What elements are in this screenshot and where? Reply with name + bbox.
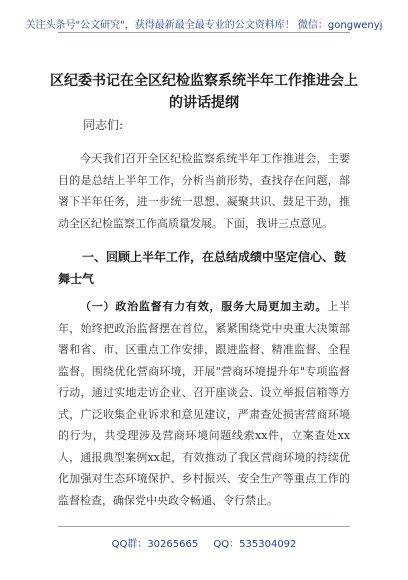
subsection-lead: （一）政治监督有力有效，服务大局更加主动。 [80, 300, 328, 313]
footer-divider [58, 526, 350, 527]
header-notice: 关注头条号"公文研究"，获得最新最全最专业的公文资料库！ 微信：gongwenyj [25, 20, 383, 31]
salutation: 同志们: [83, 118, 124, 132]
footer-contact: QQ群：30265665 QQ：535304092 [111, 539, 297, 550]
header-divider [58, 32, 350, 33]
subsection-paragraph [58, 296, 350, 511]
document-title: 区纪委书记在全区纪检监察系统半年工作推进会上的讲话提纲 [50, 73, 358, 111]
section-heading: 一、回顾上半年工作，在总结成绩中坚定信心、鼓舞士气 [58, 250, 347, 286]
subsection-text: 上半年，始终把政治监督摆在首位，紧紧围绕党中央重大决策部署和省、市、区重点工作安排，跟进监督、精准监督、全程监督。围绕优化营商环境，开展"营商环境提升年"专项监督行动，通过实地走访企业、召开座谈会、设立举报信箱等方式，广泛收集企业诉求和意见建议，严肃查处损害营商环境的行为，共受理涉及营商环境问题线索xx件，立案查处xx人，通报典型案例xx起，有效推动了我区营商环境的持续优化加强对生态环境保护、乡村振兴、安全生产等重点工作的监督检查，确保党中央政令畅通、令行禁止。 [58, 300, 351, 507]
intro-paragraph: 今天我们召开全区纪检监察系统半年工作推进会，主要目的是总结上半年工作，分析当前形势，查找存在问题，部署下半年任务，进一步统一思想、凝聚共识、鼓足干劲，推动全区纪检监察工作高质量发展。下面，我讲三点意见。 [58, 152, 350, 230]
